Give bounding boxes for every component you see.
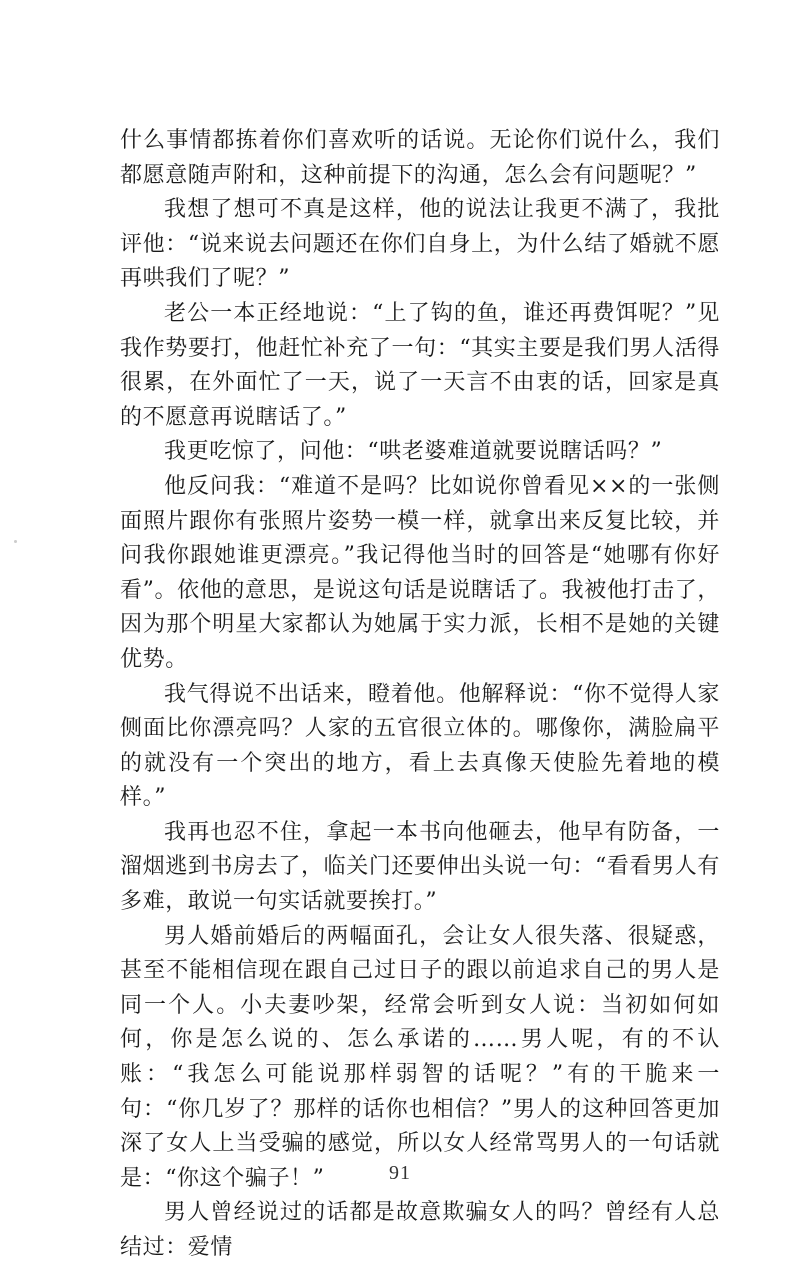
paragraph: 我更吃惊了，问他：“哄老婆难道就要说瞎话吗？” bbox=[164, 439, 663, 465]
paragraph-continuation: 什么事情都拣着你们喜欢听的话说。无论你们说什么，我们都愿意随声附和，这种前提下的沟通，怎么会有问题呢？” bbox=[120, 128, 720, 188]
paragraph: 我气得说不出话来，瞪着他。他解释说：“你不觉得人家侧面比你漂亮吗？人家的五官很立体的。哪像你，满脸扁平的就没有一个突出的地方，看上去真像天使脸先着地的模样。” bbox=[120, 681, 720, 811]
paragraph: 老公一本正经地说：“上了钩的鱼，谁还再费饵呢？”见我作势要打，他赶忙补充了一句：“其实主要是我们男人活得很累，在外面忙了一天，说了一天言不由衷的话，回家是真的不愿意再说瞎话了。” bbox=[120, 300, 720, 430]
paragraph: 他反问我：“难道不是吗？比如说你曾看见××的一张侧面照片跟你有张照片姿势一模一样，就拿出来反复比较，并问我你跟她谁更漂亮。”我记得他当时的回答是“她哪有你好看”。依他的意思，是说这句话是说瞎话了。我被他打击了，因为那个明星大家都认为她属于实力派，长相不是她的关键优势。 bbox=[120, 473, 720, 672]
paragraph: 我想了想可不真是这样，他的说法让我更不满了，我批评他：“说来说去问题还在你们自身上，为什么结了婚就不愿再哄我们了呢？” bbox=[120, 197, 720, 292]
paragraph: 男人曾经说过的话都是故意欺骗女人的吗？曾经有人总结过：爱情 bbox=[120, 1200, 720, 1260]
paragraph: 男人婚前婚后的两幅面孔，会让女人很失落、很疑惑，甚至不能相信现在跟自己过日子的跟以前追求自己的男人是同一个人。小夫妻吵架，经常会听到女人说：当初如何如何，你是怎么说的、怎么承诺的……男人呢，有的不认账：“我怎么可能说那样弱智的话呢？”有的干脆来一句：“你几岁了？那样的话你也相信？”男人的这种回答更加深了女人上当受骗的感觉，所以女人经常骂男人的一句话就是：“你这个骗子！” bbox=[120, 923, 720, 1191]
paragraph: 我再也忍不住，拿起一本书向他砸去，他早有防备，一溜烟逃到书房去了，临关门还要伸出头说一句：“看看男人有多难，敢说一句实话就要挨打。” bbox=[120, 819, 720, 915]
margin-speck bbox=[14, 540, 17, 543]
body-text bbox=[120, 124, 720, 1266]
page-number: 91 bbox=[389, 1162, 411, 1184]
